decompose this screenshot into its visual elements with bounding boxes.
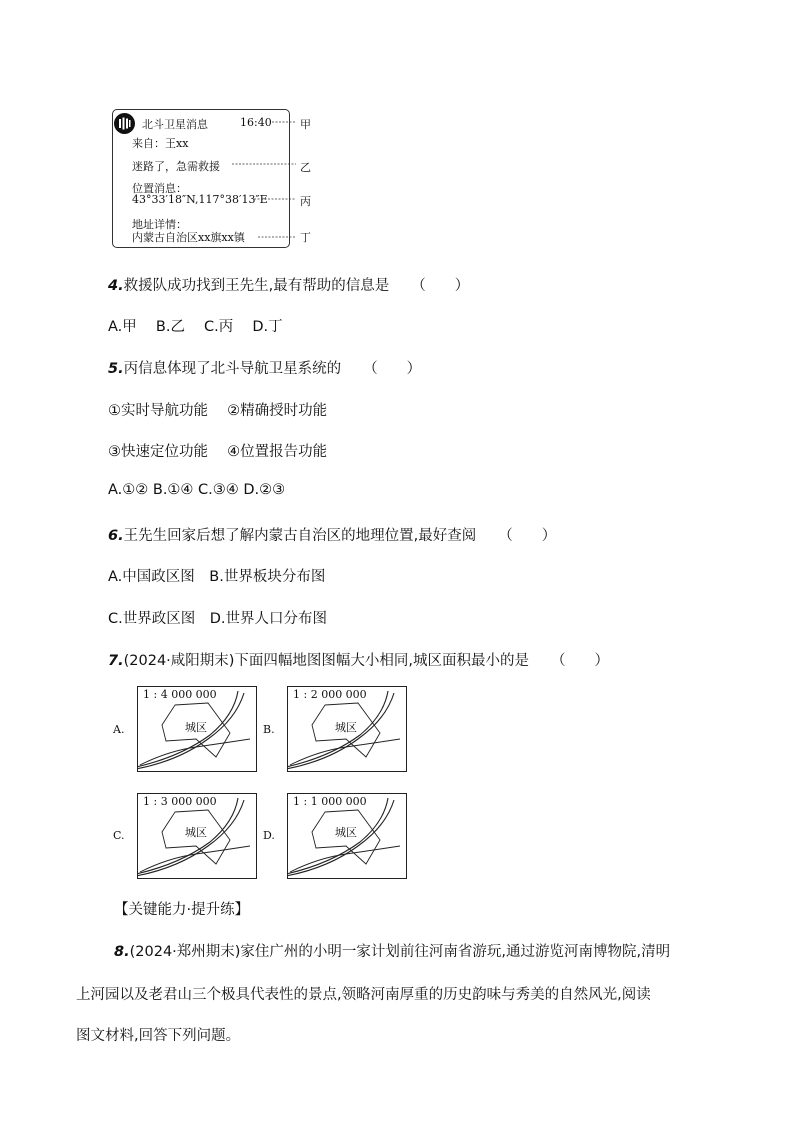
question-7 — [108, 649, 609, 670]
question-4-options: A.甲 B.乙 C.丙 D.丁 — [108, 319, 283, 335]
question-text: (2024·咸阳期末)下面四幅地图图幅大小相同,城区面积最小的是 — [123, 653, 530, 669]
map-graphic — [288, 687, 406, 771]
answer-blank: （ ） — [551, 653, 610, 669]
map-graphic — [138, 794, 256, 878]
map-label-d: D. — [263, 829, 275, 842]
message-title: 北斗卫星消息 — [142, 118, 208, 131]
question-8-line-2: 上河园以及老君山三个极具代表性的景点,领略河南厚重的历史韵味与秀美的自然风光,阅读 — [76, 987, 651, 1003]
answer-blank: （ ） — [498, 528, 557, 544]
label-bing: 丙 — [300, 195, 311, 208]
label-yi: 乙 — [300, 161, 311, 174]
map-graphic — [288, 794, 406, 878]
map-panel-a — [137, 686, 257, 772]
question-number: 7. — [108, 653, 124, 669]
answer-blank: （ ） — [411, 278, 470, 294]
question-8-line-1 — [114, 940, 670, 961]
question-text: 丙信息体现了北斗导航卫星系统的 — [123, 361, 342, 377]
map-panel-d — [287, 793, 407, 879]
answer-blank: （ ） — [363, 361, 422, 377]
city-label: 城区 — [335, 826, 357, 839]
city-label: 城区 — [185, 721, 207, 734]
map-scale: 1 : 4 000 000 — [143, 688, 217, 701]
question-text: 王先生回家后想了解内蒙古自治区的地理位置,最好查阅 — [123, 528, 477, 544]
map-label-c: C. — [113, 829, 125, 842]
question-5-options: A.①② B.①④ C.③④ D.②③ — [108, 482, 286, 498]
message-body: 迷路了，急需救援 — [132, 160, 220, 173]
label-jia: 甲 — [300, 118, 311, 131]
location-label: 位置消息： — [132, 182, 187, 195]
address-label: 地址详情： — [132, 218, 187, 231]
map-label-b: B. — [263, 723, 275, 736]
question-5-statements-1: ①实时导航功能 ②精确授时功能 — [108, 403, 328, 419]
map-scale: 1 : 3 000 000 — [143, 795, 217, 808]
city-label: 城区 — [185, 826, 207, 839]
question-5-statements-2: ③快速定位功能 ④位置报告功能 — [108, 444, 328, 460]
message-sender: 来自：王xx — [132, 137, 189, 150]
address-value: 内蒙古自治区xx旗xx镇 — [132, 231, 245, 244]
question-5 — [108, 357, 421, 378]
section-heading: 【关键能力·提升练】 — [114, 902, 250, 918]
question-number: 4. — [108, 278, 124, 294]
map-graphic — [138, 687, 256, 771]
map-panel-c — [137, 793, 257, 879]
map-scale: 1 : 2 000 000 — [293, 688, 367, 701]
question-8-line-3: 图文材料,回答下列问题。 — [76, 1028, 241, 1044]
question-number: 8. — [114, 944, 130, 960]
question-6-options-2: C.世界政区图 D.世界人口分布图 — [108, 611, 328, 627]
message-time: 16:40 — [240, 116, 272, 129]
question-text: 救援队成功找到王先生,最有帮助的信息是 — [123, 278, 390, 294]
question-number: 6. — [108, 528, 124, 544]
figure-leader-lines — [0, 0, 794, 260]
city-label: 城区 — [335, 721, 357, 734]
question-4 — [108, 274, 469, 295]
map-label-a: A. — [113, 723, 125, 736]
label-ding: 丁 — [300, 231, 311, 244]
question-6 — [108, 524, 556, 545]
map-panel-b — [287, 686, 407, 772]
question-6-options-1: A.中国政区图 B.世界板块分布图 — [108, 569, 326, 585]
question-text: (2024·郑州期末)家住广州的小明一家计划前往河南省游玩,通过游览河南博物院,清明 — [129, 944, 671, 960]
question-number: 5. — [108, 361, 124, 377]
location-value: 43°33′18″N,117°38′13″E — [132, 193, 268, 206]
map-scale: 1 : 1 000 000 — [293, 795, 367, 808]
